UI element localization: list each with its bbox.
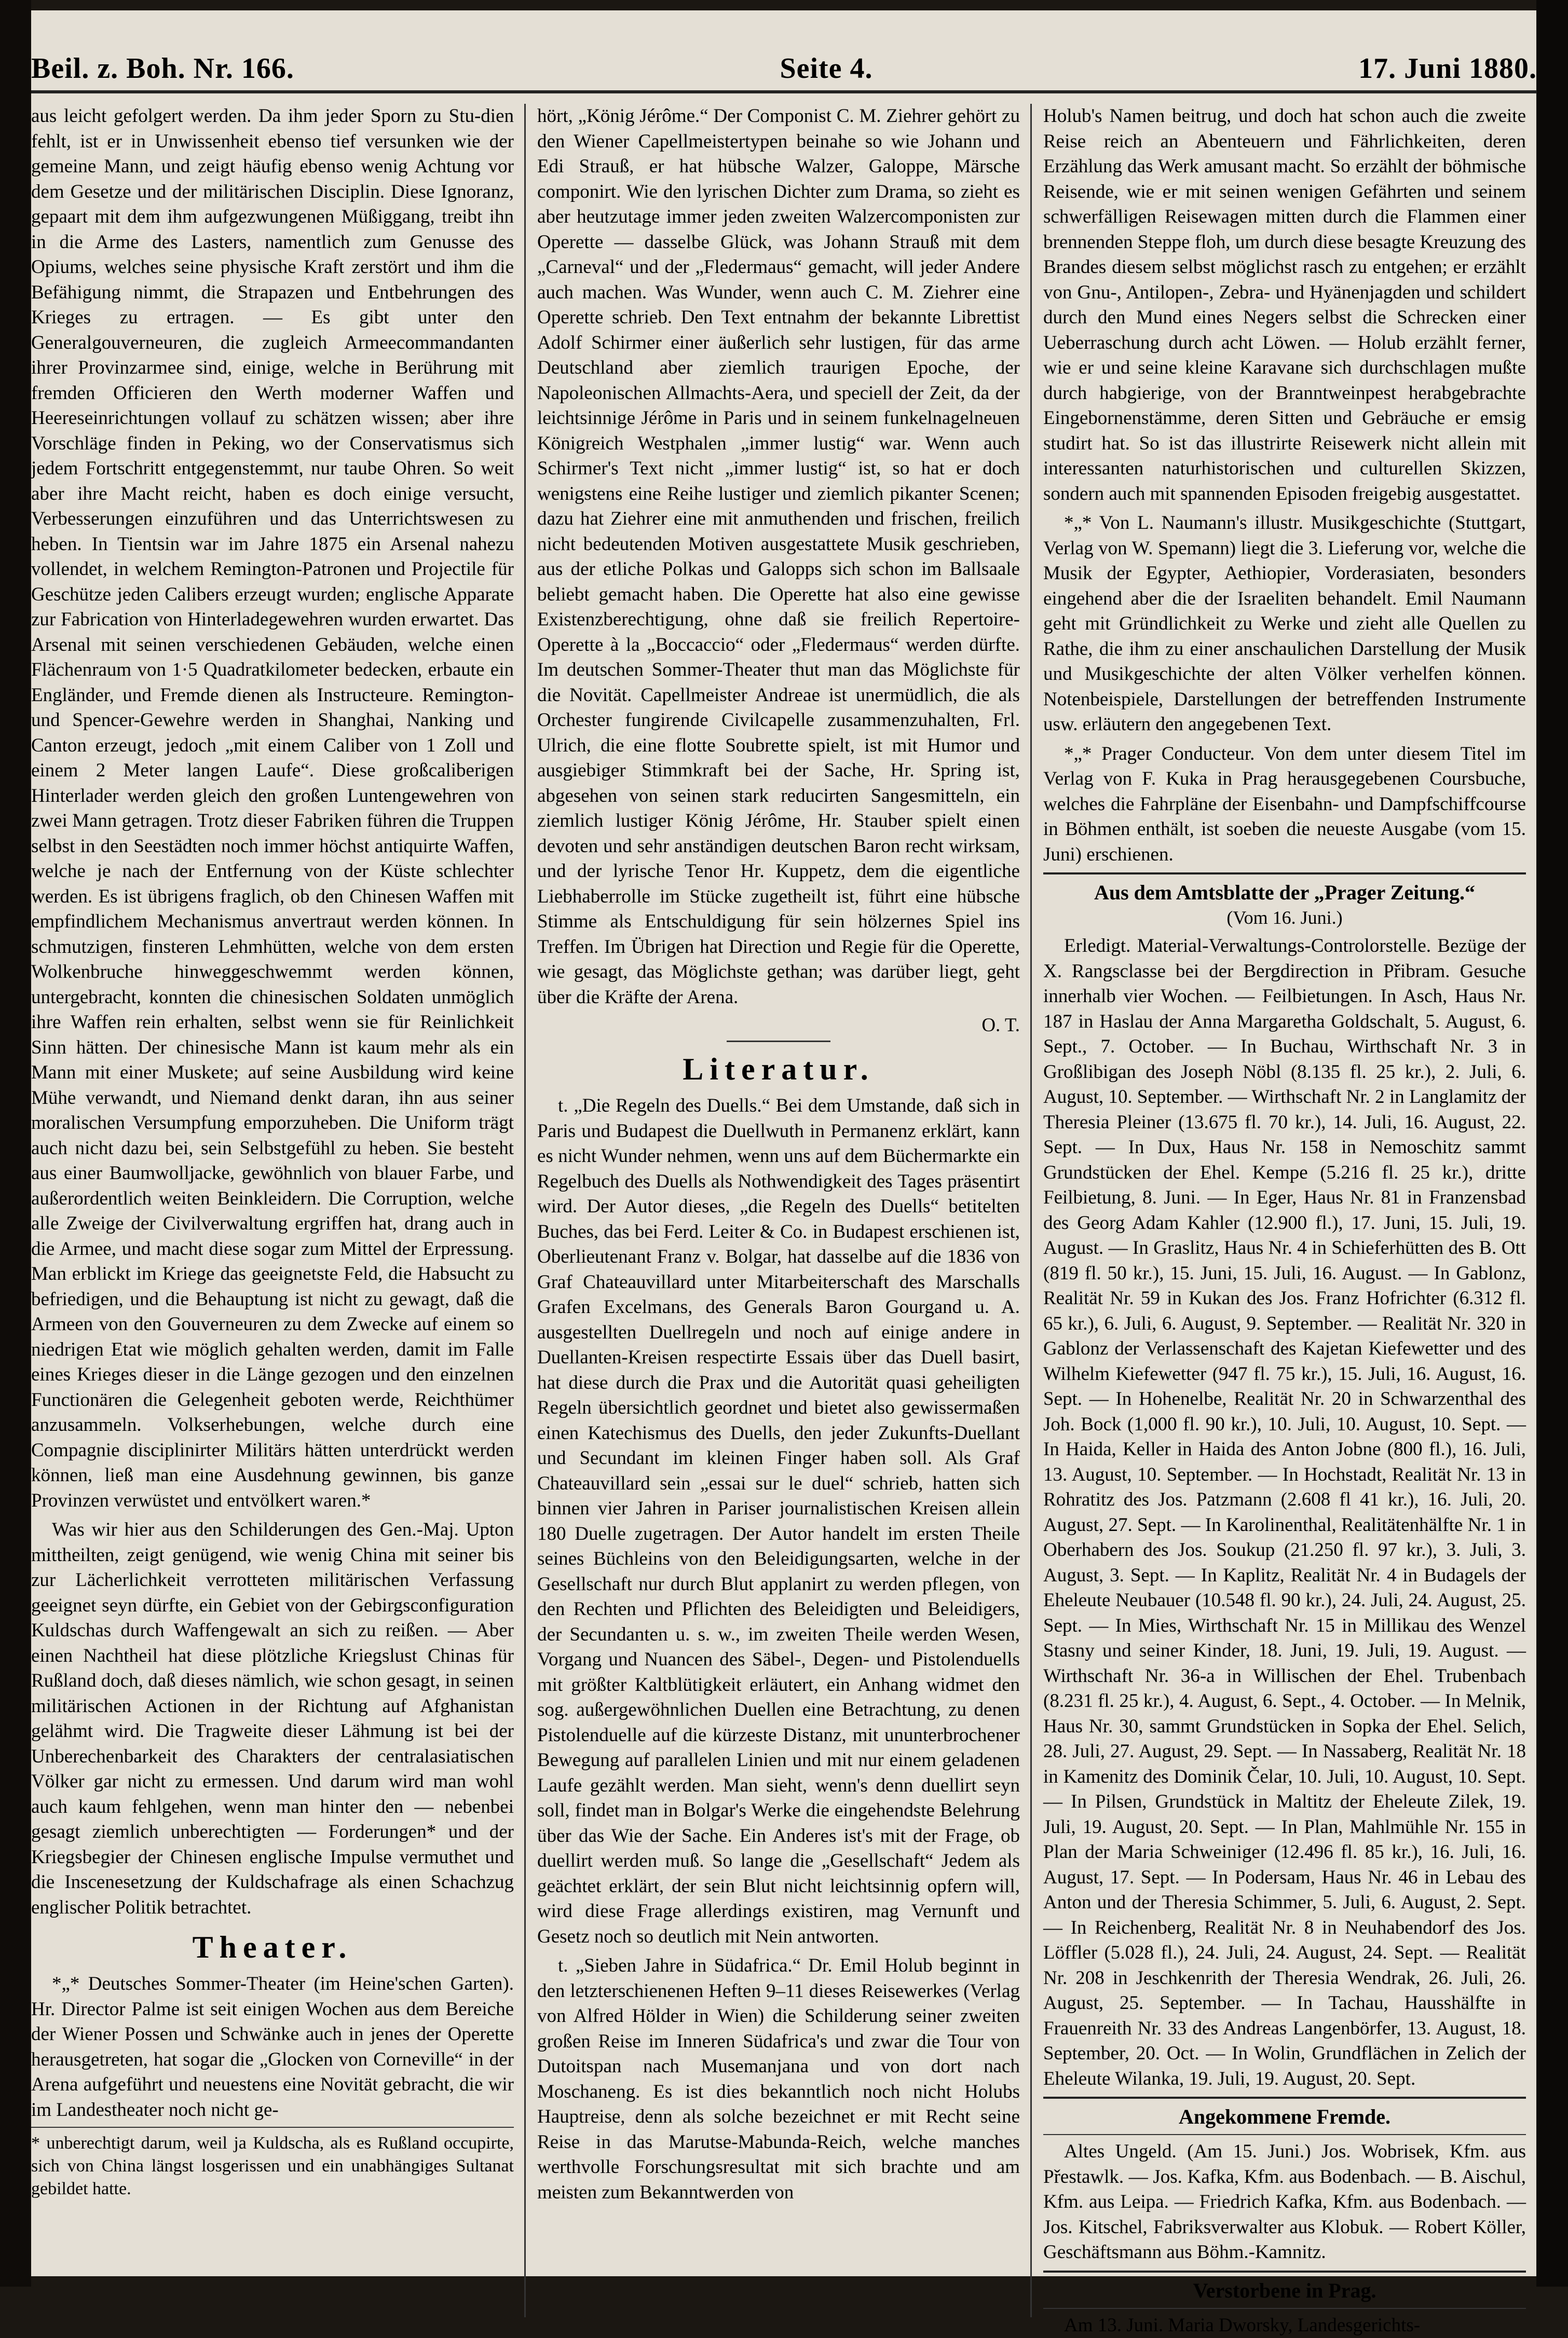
- column-rule: [524, 104, 526, 2317]
- author-signature: O. T.: [537, 1014, 1020, 1036]
- section-divider: [1043, 2097, 1526, 2099]
- header-issue: Beil. z. Boh. Nr. 166.: [31, 52, 294, 85]
- review-duell: t. „Die Regeln des Duells.“ Bei dem Umstande, daß sich in Paris und Budapest die Duellwuth in Permanenz erklärt, kann es nicht Wunder nehmen, wenn uns auf dem Büchermarkte ein Regelbuch des Duells als Nothwendigkeit des Tages präsentirt wird. Der Autor dieses, „die Regeln des Duells“ betitelten Buches, das bei Ferd. Leiter & Co. in Budapest erschienen ist, Oberlieutenant Franz v. Bolgar, hat dasselbe auf die 1836 von Graf Chateauvillard unter Mitarbeiterschaft des Marschalls Grafen Excelmans, des Generals Baron Gourgand u. A. ausgestellten Duellregeln und noch auf einige andere in Duellanten-Kreisen respectirte Essais über das Duell basirt, hat diese durch die Prax und die Autorität quasi geheiligten Regeln übersichtlich geordnet und bietet also gewissermaßen einen Katechismus des Duells, den jeder Zukunfts-Duellant und Secundant im kleinen Finger haben soll. Als Graf Chateauvillard sein „essai sur le duel“ schrieb, hatten sich binnen vier Jahren in Pariser journalistischen Kreisen allein 180 Duelle zugetragen. Der Autor handelt im ersten Theile seines Büchleins von den Beleidigungsarten, welche in der Gesellschaft nur durch Blut applanirt zu werden pflegen, von den Rechten und Pflichten des Beleidigten und Beleidigers, der Secundanten u. s. w., im zweiten Theile werden Wesen, Vorgang und Nuancen des Säbel-, Degen- und Pistolenduells mit größter Kaltblütigkeit erläutert, ein Anhang widmet den sog. außergewöhnlichen Duellen eine Betrachtung, zu denen Pistolenduelle auf die kürzeste Distanz, mit ununterbrochener Bewegung auf parallelen Linien und mit nur einem geladenen Laufe gezählt werden. Man sieht, wenn's denn duellirt seyn soll, findet man in Bolgar's Werke die eingehendste Belehrung über das Wie der Sache. Ein Anderes ist's mit der Frage, ob duellirt werden muß. So lange die „Gesellschaft“ Jedem als geächtet erklärt, der sein Blut nicht leichtsinnig opfern will, wird diese Frage allerdings existiren, mag Vernunft und Gesetz noch so deutlich mit Nein antworten.: [537, 1093, 1020, 1949]
- column-3: [1043, 104, 1526, 2317]
- divider: [1043, 2134, 1526, 2135]
- section-heading-theater: Theater.: [31, 1930, 514, 1965]
- amtsblatt-text: Erledigt. Material-Verwaltungs-Controlorstelle. Bezüge der X. Rangsclasse bei der Bergdirection in Přibram. Gesuche innerhalb vier Wochen. — Feilbietungen. In Asch, Haus Nr. 187 in Haslau der Anna Margaretha Goldschalt, 5. August, 6. Sept., 7. October. — In Buchau, Wirthschaft Nr. 3 in Großlibigan des Joseph Nöbl (8.135 fl. 25 kr.), 2. Juli, 6. August, 10. September. — Wirthschaft Nr. 2 in Langlamitz der Theresia Pleiner (13.675 fl. 70 kr.), 14. Juli, 16. August, 22. Sept. — In Dux, Haus Nr. 158 in Nemoschitz sammt Grundstücken der Ehel. Kempe (5.216 fl. 25 kr.), dritte Feilbietung, 8. Juni. — In Eger, Haus Nr. 81 in Franzensbad des Georg Adam Kahler (12.900 fl.), 17. Juni, 15. Juli, 19. August. — In Graslitz, Haus Nr. 4 in Schieferhütten des B. Ott (819 fl. 50 kr.), 15. Juni, 15. Juli, 16. August. — In Gablonz, Realität Nr. 59 in Kukan des Jos. Franz Hofrichter (6.312 fl. 65 kr.), 6. Juli, 6. August, 9. September. — Realität Nr. 320 in Gablonz der Verlassenschaft des Kajetan Kiefewetter und des Wilhelm Kiefewetter (947 fl. 75 kr.), 15. Juli, 16. August, 16. Sept. — In Hohenelbe, Realität Nr. 20 in Schwarzenthal des Joh. Bock (1,000 fl. 90 kr.), 10. Juli, 10. August, 10. Sept. — In Haida, Keller in Haida des Anton Jobne (800 fl.), 16. Juli, 13. August, 10. September. — In Hochstadt, Realität Nr. 13 in Rohratitz des Jos. Patzmann (2.608 fl 41 kr.), 16. Juli, 20. August, 27. Sept. — In Karolinenthal, Realitätenhälfte Nr. 1 in Oberhabern des Jos. Soukup (21.250 fl. 97 kr.), 3. Juli, 3. August, 3. Sept. — In Kaplitz, Realität Nr. 4 in Budagels der Eheleute Neubauer (10.548 fl. 90 kr.), 24. Juli, 24. August, 25. Sept. — In Mies, Wirthschaft Nr. 15 in Millikau des Wenzel Stasny und seiner Kinder, 18. Juni, 19. Juli, 19. August. — Wirthschaft Nr. 36-a in Willischen der Ehel. Trubenbach (8.231 fl. 25 kr.), 4. August, 6. Sept., 4. October. — In Melnik, Haus Nr. 30, sammt Grundstücken in Sopka der Ehel. Selich, 28. Juli, 27. August, 29. Sept. — In Nassaberg, Realität Nr. 18 in Kamenitz des Dominik Čelar, 10. Juli, 10. August, 10. Sept. — In Pilsen, Grundstück in Maltitz der Eheleute Zilek, 19. Juli, 19. August, 20. Sept. — In Plan, Mahlmühle Nr. 155 in Plan der Maria Schweiniger (12.496 fl. 85 kr.), 16. Juli, 16. August, 17. Sept. — In Podersam, Haus Nr. 46 in Lebau des Anton und der Theresia Schimmer, 5. Juli, 6. August, 2. Sept. — In Reichenberg, Realität Nr. 8 in Neuhabendorf des Jos. Löffler (5.028 fl.), 24. Juli, 24. August, 24. Sept. — Realität Nr. 208 in Jeschkenrith der Theresia Wendrak, 26. Juli, 26. August, 25. September. — In Tachau, Hausshälfte in Frauenreith Nr. 33 des Andreas Langenbörfer, 13. August, 18. September, 20. Oct. — In Wolin, Grundflächen in Zelich der Eheleute Wilanka, 19. Juli, 19. August, 20. Sept.: [1043, 934, 1526, 2091]
- column-rule: [1030, 104, 1032, 2317]
- section-heading-fremde: Angekommene Fremde.: [1043, 2104, 1526, 2130]
- footnote-divider: [31, 2127, 514, 2128]
- section-divider: [1043, 2271, 1526, 2273]
- section-heading-amtsblatt: Aus dem Amtsblatte der „Prager Zeitung.“: [1043, 880, 1526, 906]
- columns: [31, 104, 1537, 2317]
- review-musikgeschichte: *„* Von L. Naumann's illustr. Musikgeschichte (Stuttgart, Verlag von W. Spemann) liegt die 3. Lieferung vor, welche die Musik der Egypter, Aethiopier, Vorderasiaten, besonders eingehend aber die der Israeliten behandelt. Emil Naumann geht mit Gründlichkeit zu Werke und zieht alle Quellen zu Rathe, die ihm zu einer anschaulichen Darstellung der Musik und Musikgeschichte der alten Völker verhelfen können. Notenbeispiele, Darstellungen der betreffenden Instrumente usw. erläutern den angegebenen Text.: [1043, 511, 1526, 737]
- column-1: [31, 104, 514, 2317]
- article-text: aus leicht gefolgert werden. Da ihm jeder Sporn zu Stu-dien fehlt, ist er in Unwissenheit ebenso tief versunken wie der gemeine Mann, und zeigt häufig ebenso wenig Achtung vor dem Gesetze und der militärischen Disciplin. Diese Ignoranz, gepaart mit dem ihm aufgezwungenen Müßiggang, treibt ihn in die Arme des Lasters, namentlich zum Genusse des Opiums, welches seine physische Kraft zerstört und ihm die Befähigung nimmt, die Strapazen und Entbehrungen des Krieges zu ertragen. — Es gibt unter den Generalgouverneuren, die zugleich Armeecommandanten ihrer Provinzarmee sind, einige, welche in Berührung mit fremden Officieren den Werth moderner Waffen und Heereseinrichtungen vollauf zu schätzen wissen; aber ihre Vorschläge finden in Peking, wo der Conservatismus sich jedem Fortschritt entgegenstemmt, nur taube Ohren. So weit aber ihre Macht reicht, haben es doch einige versucht, Verbesserungen einzuführen und das Unterrichtswesen zu heben. In Tientsin war im Jahre 1875 ein Arsenal nahezu vollendet, in welchem Remington-Patronen und Projectile für Geschütze jeden Calibers erzeugt wurden; englische Apparate zur Fabrication von Hinterladegewehren wurden erwartet. Das Arsenal mit seinen verschiedenen Gebäuden, welche einen Flächenraum von 1·5 Quadratkilometer bedecken, erbaute ein Engländer, und Fremde dienen als Instructeure. Remington- und Spencer-Gewehre werden in Shanghai, Nanking und Canton erzeugt, jedoch „mit einem Caliber von 1 Zoll und einem 2 Meter langen Laufe“. Diese großcaliberigen Hinterlader werden gleich den großen Luntengewehren von zwei Mann getragen. Trotz dieser Fabriken führen die Truppen selbst in den Seestädten noch immer höchst antiquirte Waffen, welche je nach der Entfernung von der Küste schlechter werden. Es ist übrigens fraglich, ob den Chinesen Waffen mit empfindlichem Mechanismus anvertraut werden können. In schmutzigen, finsteren Lehmhütten, welche von dem ersten Wolkenbruche hinweggeschwemmt werden können, untergebracht, konnten die chinesischen Soldaten unmöglich ihre Waffen rein erhalten, selbst wenn sie für Reinlichkeit Sinn hätten. Der chinesische Mann ist kaum mehr als ein Mann mit einer Muskete; auf seine Ausbildung wird keine Mühe verwandt, und Niemand denkt daran, ihn aus seiner moralischen Versumpfung emporzuheben. Die Uniform trägt auch nicht dazu bei, sein Selbstgefühl zu heben. Sie besteht aus einer Baumwolljacke, gewöhnlich von blauer Farbe, und außerordentlich weiten Beinkleidern. Die Corruption, welche alle Zweige der Civilverwaltung ergriffen hat, drang auch in die Armee, und macht diese sogar zum Mittel der Erpressung. Man erblickt im Kriege das geeignetste Feld, die Habsucht zu befriedigen, und die Behauptung ist nicht zu gewagt, daß die Armeen von den Gouverneuren zu dem Zwecke auf einem so niedrigen Etat wie möglich gehalten werden, damit im Falle eines Krieges dieser in die Länge gezogen und den einzelnen Functionären die Gelegenheit geboten werde, Reichthümer anzusammeln. Volkserhebungen, welche durch eine Compagnie disciplinirter Militärs hätten unterdrückt werden können, ließ man eine Ausdehnung gewinnen, bis ganze Provinzen verwüstet und entvölkert waren.*: [31, 104, 514, 1513]
- divider: [1043, 2308, 1526, 2309]
- review-suedafrica: t. „Sieben Jahre in Südafrica.“ Dr. Emil Holub beginnt in den letzterschienenen Heften 9–11 dieses Reisewerkes (Verlag von Alfred Hölder in Wien) die Schilderung seiner zweiten großen Reise im Inneren Südafrica's und zwar die Tour von Dutoitspan nach Musemanjana und von dort nach Moschaneng. Es ist dies bekanntlich noch nicht Holubs Hauptreise, denn als solche bezeichnet er mit Recht seine Reise in das Marutse-Mabunda-Reich, welche manches werthvolle Forschungsresultat mit sich brachte und am meisten zum Bekanntwerden von: [537, 1953, 1020, 2205]
- column-2: [537, 104, 1020, 2317]
- verstorbene-text: Am 13. Juni. Maria Dworsky, Landesgerichts-: [1043, 2313, 1526, 2338]
- section-heading-literatur: Literatur.: [537, 1051, 1020, 1087]
- fremde-text: Altes Ungeld. (Am 15. Juni.) Jos. Wobrisek, Kfm. aus Přestawlk. — Jos. Kafka, Kfm. aus Bodenbach. — B. Aischul, Kfm. aus Leipa. — Friedrich Kafka, Kfm. aus Bodenbach. — Jos. Kitschel, Fabriksverwalter aus Klobuk. — Robert Köller, Geschäftsmann aus Böhm.-Kamnitz.: [1043, 2139, 1526, 2265]
- section-divider: [1043, 872, 1526, 874]
- article-text: Was wir hier aus den Schilderungen des Gen.-Maj. Upton mittheilten, zeigt genügend, wie wenig China mit seiner bis zur Lächerlichkeit verrotteten militärischen Verfassung geeignet seyn dürfte, ein Gebiet von der Gebirgsconfiguration Kuldschas durch Waffengewalt an sich zu reißen. — Aber einen Nachtheil hat diese plötzliche Kriegslust Chinas für Rußland doch, daß dieses nämlich, wie schon gesagt, in seinen militärischen Actionen in der Richtung auf Afghanistan gelähmt wird. Die Tragweite dieser Lähmung ist bei der Unberechenbarkeit des Charakters der centralasiatischen Völker gar nicht zu ermessen. Und darum wird man wohl auch kaum fehlgehen, wenn man hinter den — nebenbei gesagt ziemlich unberechtigten — Forderungen* und der Kriegsbegier der Chinesen englische Impulse vermuthet und die Inscenesetzung der Kuldschafrage als einen Schachzug englischer Politik betrachtet.: [31, 1517, 514, 1920]
- header-date: 17. Juni 1880.: [1358, 52, 1537, 85]
- amtsblatt-date: (Vom 16. Juni.): [1043, 906, 1526, 929]
- page-header: [31, 18, 1537, 93]
- section-heading-verstorbene: Verstorbene in Prag.: [1043, 2278, 1526, 2304]
- header-page-number: Seite 4.: [780, 52, 872, 85]
- review-suedafrica-cont: Holub's Namen beitrug, und doch hat schon auch die zweite Reise reich an Abenteuern und Fährlichkeiten, deren Erzählung das Werk amusant macht. So erzählt der böhmische Reisende, wie er mit seinen wenigen Gefährten und seinem schwerfälligen Reisewagen mitten durch die Flammen einer brennenden Steppe floh, um durch diese besagte Kreuzung des Brandes diesem selbst möglichst rasch zu entgehen; er erzählt von Gnu-, Antilopen-, Zebra- und Hyänenjagden und schildert durch den Mund eines Negers selbst die Schrecken einer Ueberraschung durch acht Löwen. — Holub erzählt ferner, wie er und seine kleine Karavane sich durchschlagen mußte durch habgierige, von der Branntweinpest herabgebrachte Eingebornenstämme, deren Sitten und Gebräuche er emsig studirt hat. So ist das illustrirte Reisewerk nicht allein mit interessanten naturhistorischen und culturellen Skizzen, sondern auch mit spannenden Episoden freigebig ausgestattet.: [1043, 104, 1526, 507]
- scan-border-right: [1536, 0, 1568, 2287]
- scan-border-left: [0, 0, 31, 2287]
- review-conducteur: *„* Prager Conducteur. Von dem unter diesem Titel im Verlag von F. Kuka in Prag herausgegebenen Coursbuche, welches die Fahrpläne der Eisenbahn- und Dampfschiffcourse in Böhmen enthält, ist soeben die neueste Ausgabe (vom 15. Juni) erschienen.: [1043, 742, 1526, 868]
- theater-review-text: hört, „König Jérôme.“ Der Componist C. M. Ziehrer gehört zu den Wiener Capellmeistertypen beinahe so wie Johann und Edi Strauß, er hat hübsche Walzer, Galoppe, Märsche componirt. Wie den lyrischen Dichter zum Drama, so zieht es aber heutzutage immer jeden zweiten Walzercomponisten zur Operette — dasselbe Glück, was Johann Strauß mit dem „Carneval“ und der „Fledermaus“ gemacht, will jeder Andere auch machen. Was Wunder, wenn auch C. M. Ziehrer eine Operette schrieb. Den Text entnahm der bekannte Librettist Adolf Schirmer einer äußerlich sehr lustigen, für das arme Deutschland aber ziemlich traurigen Epoche, der Napoleonischen Allmachts-Aera, und speciell der Zeit, da der leichtsinnige Jérôme in Paris und in seinem funkelnagelneuen Königreich Westphalen „immer lustig“ war. Wenn auch Schirmer's Text nicht „immer lustig“ ist, so hat er doch wenigstens eine Reihe lustiger und ziemlich pikanter Scenen; dazu hat Ziehrer eine mit anmuthenden und frischen, freilich nicht bedeutenden Motiven ausgestattete Musik geschrieben, aus der etliche Polkas und Galopps sich schon im Ballsaale beliebt gemacht haben. Die Operette hat also eine gewisse Existenzberechtigung, ohne daß sie freilich Repertoire-Operette à la „Boccaccio“ oder „Fledermaus“ werden dürfte. Im deutschen Sommer-Theater thut man das Möglichste für die Novität. Capellmeister Andreae ist unermüdlich, die als Orchester fungirende Civilcapelle zusammenzuhalten, Frl. Ulrich, die eine flotte Soubrette spielt, ist mit Humor und ausgiebiger Stimmkraft bei der Sache, Hr. Spring ist, abgesehen von seinen stark reducirten Sangesmitteln, ein ziemlich lustiger König Jérôme, Hr. Stauber spielt einen devoten und sehr anständigen deutschen Baron recht wirksam, und der lyrische Tenor Hr. Kuppetz, dem die eigentliche Liebhaberrolle im Stücke zugetheilt ist, führt eine hübsche Stimme als Entschuldigung für sein hölzernes Spiel ins Treffen. Im Übrigen hat Direction und Regie für die Operette, wie gesagt, das Möglichste gethan; was darüber liegt, geht über die Kräfte der Arena.: [537, 104, 1020, 1010]
- theater-review-text: *„* Deutsches Sommer-Theater (im Heine'schen Garten). Hr. Director Palme ist seit einigen Wochen aus dem Bereiche der Wiener Possen und Schwänke auch in jenes der Operette herausgetreten, hat sogar die „Glocken von Corneville“ in der Arena aufgeführt und neuestens eine Novität gebracht, die wir im Landestheater noch nicht ge-: [31, 1972, 514, 2123]
- footnote: * unberechtigt darum, weil ja Kuldscha, als es Rußland occupirte, sich von China längst losgerissen und ein unabhängiges Sultanat gebildet hatte.: [31, 2132, 514, 2200]
- divider: [727, 1041, 830, 1042]
